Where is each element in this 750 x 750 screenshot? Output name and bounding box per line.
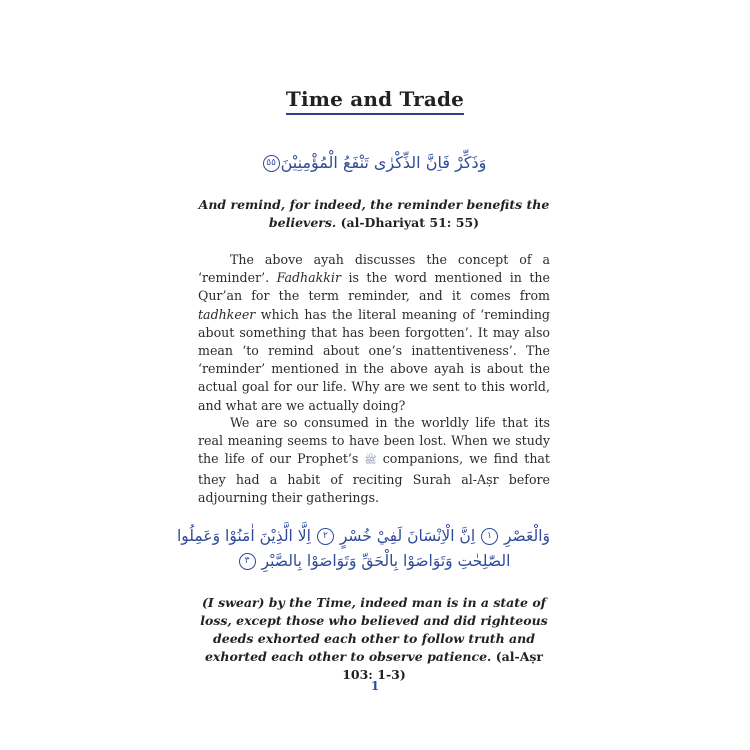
arabic-quote-dhariyat [198, 150, 550, 176]
italic-term-fadhakkir: Fadhakkir [276, 270, 341, 286]
arabic-verse-text: وَتَوَاصَوْا بِالصَّبْرِ [261, 552, 357, 570]
body-paragraph-2 [198, 414, 550, 507]
salutation-icon: ﷺ [364, 455, 377, 467]
paragraph-text: companions, we find that they had a habit of reciting Surah al-Aṣr before adjourning their gatherings. [198, 451, 550, 505]
translation-text: (I swear) by the Time, indeed man is in a state of loss, except those who believed and did righteous deeds exhorted each other to follow truth and exhorted each other to observe patience. [200, 595, 548, 664]
verse-number-mark: ٣ [239, 553, 256, 570]
arabic-verse-text: اِنَّ الْاِنْسَانَ لَفِيْ خُسْرٍ [339, 527, 476, 545]
paragraph-text: is the word mentioned in the Qur’an for the term reminder, and it comes from [198, 270, 550, 304]
translation-asr [198, 594, 550, 684]
italic-term-tadhkeer: tadhkeer [198, 306, 256, 322]
page-number: 1 [370, 679, 380, 693]
translation-text: And remind, for indeed, the reminder benefits the believers. [198, 197, 550, 230]
verse-number-mark: ٢ [317, 528, 334, 545]
arabic-verse-text: اِلَّا الَّذِيْنَ اٰمَنُوْا وَعَمِلُوا [176, 527, 311, 545]
paragraph-text: The above ayah discusses the concept of a ‘reminder’. [198, 252, 550, 286]
verse-reference: (al-Dhariyat 51: 55) [340, 215, 480, 230]
verse-number-mark: ٥٥ [263, 155, 280, 172]
translation-dhariyat [198, 196, 550, 232]
body-paragraph-1 [198, 251, 550, 415]
arabic-line-1 [176, 524, 550, 549]
paragraph-text: which has the literal meaning of ‘reminding about something that has been forgotten’. It may also mean ‘to remind about one’s inattentiveness’. The ‘reminder’ mentioned in the above ayah is about the actual goal for our life. Why are we sent to this world, and what are we actually doing? [198, 306, 550, 413]
arabic-quote-asr [176, 524, 550, 574]
arabic-verse-text: وَالْعَصْرِ [504, 527, 550, 545]
verse-reference: (al-Aṣr 103: 1-3) [342, 649, 544, 682]
arabic-verse-text: وَذَكِّرْ فَاِنَّ الذِّكْرٰى تَنْفَعُ الْمُؤْمِنِيْنَ [280, 153, 487, 172]
arabic-verse-text: الصّٰلِحٰتِ وَتَوَاصَوْا بِالْحَقِّ [361, 552, 511, 570]
verse-number-mark: ١ [481, 528, 498, 545]
arabic-line-2 [198, 549, 550, 574]
chapter-title: Time and Trade [286, 86, 464, 115]
chapter-title-wrapper [0, 86, 750, 115]
paragraph-text: We are so consumed in the worldly life that its real meaning seems to have been lost. When we study the life of our Prophet’s [198, 415, 550, 467]
